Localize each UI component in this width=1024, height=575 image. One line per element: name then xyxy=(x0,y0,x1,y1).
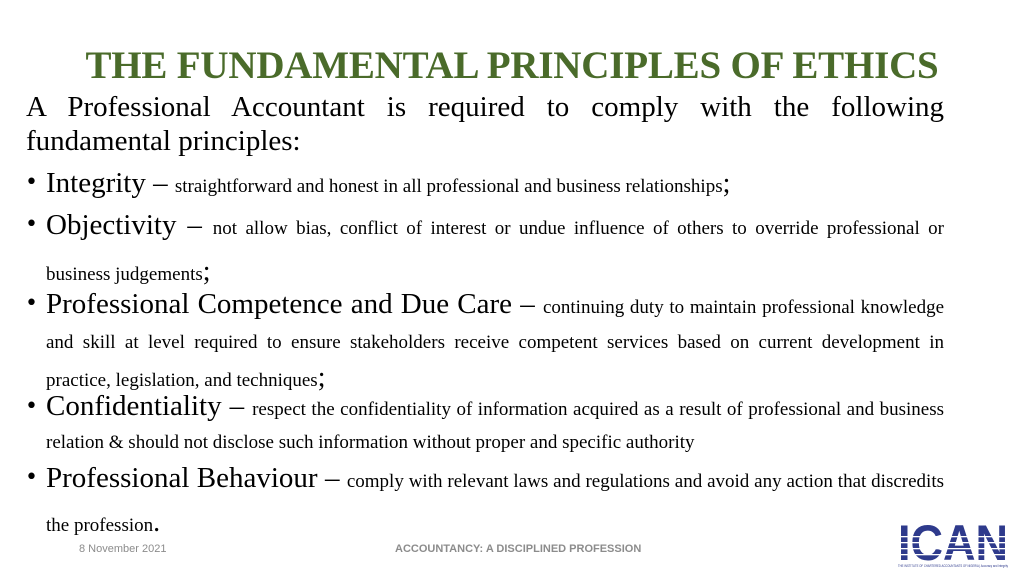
principle-description: straightforward and honest in all professional and business relationships xyxy=(174,176,723,197)
principle-term: Objectivity – xyxy=(46,209,213,241)
principle-item xyxy=(25,458,944,547)
bullet-icon: • xyxy=(25,394,38,419)
footer-date: 8 November 2021 xyxy=(79,543,167,555)
principle-description: respect the confidentiality of information acquired as a result of professional and business relation & should not disclose such information without proper and specific authority xyxy=(46,399,944,453)
principle-description: comply with relevant laws and regulations and avoid any action that discredits the profession xyxy=(46,471,944,536)
principle-end: ; xyxy=(202,256,211,287)
principle-end: . xyxy=(153,507,161,538)
principle-term: Integrity – xyxy=(46,167,175,199)
principle-item xyxy=(25,287,944,399)
principle-term: Professional Behaviour – xyxy=(46,462,347,494)
bullet-icon: • xyxy=(25,465,38,490)
principle-term: Confidentiality – xyxy=(46,390,253,422)
intro-text: A Professional Accountant is required to comply with the following fundamental principles: xyxy=(26,91,944,157)
slide-title: THE FUNDAMENTAL PRINCIPLES OF ETHICS xyxy=(85,44,939,87)
bullet-icon: • xyxy=(25,170,38,195)
principle-item xyxy=(25,204,944,297)
footer-title: ACCOUNTANCY: A DISCIPLINED PROFESSION xyxy=(395,543,642,555)
principle-item xyxy=(25,163,944,208)
bullet-icon: • xyxy=(25,212,38,237)
principle-item xyxy=(25,390,944,458)
principle-end: ; xyxy=(722,168,731,199)
logo-tagline: THE INSTITUTE OF CHARTERED ACCOUNTANTS OF NIGERIA | Accuracy and Integrity xyxy=(898,564,1009,568)
principle-description: not allow bias, conflict of interest or undue influence of others to override professional or business judgements xyxy=(46,218,944,285)
principle-description: continuing duty to maintain professional knowledge and skill at level required to ensure stakeholders receive competent services based on current development in practice, legislation, and techniques xyxy=(46,297,944,391)
principle-end: ; xyxy=(317,362,326,393)
bullet-icon: • xyxy=(25,291,38,316)
principle-term: Professional Competence and Due Care – xyxy=(46,288,543,320)
ican-logo xyxy=(897,513,1009,569)
